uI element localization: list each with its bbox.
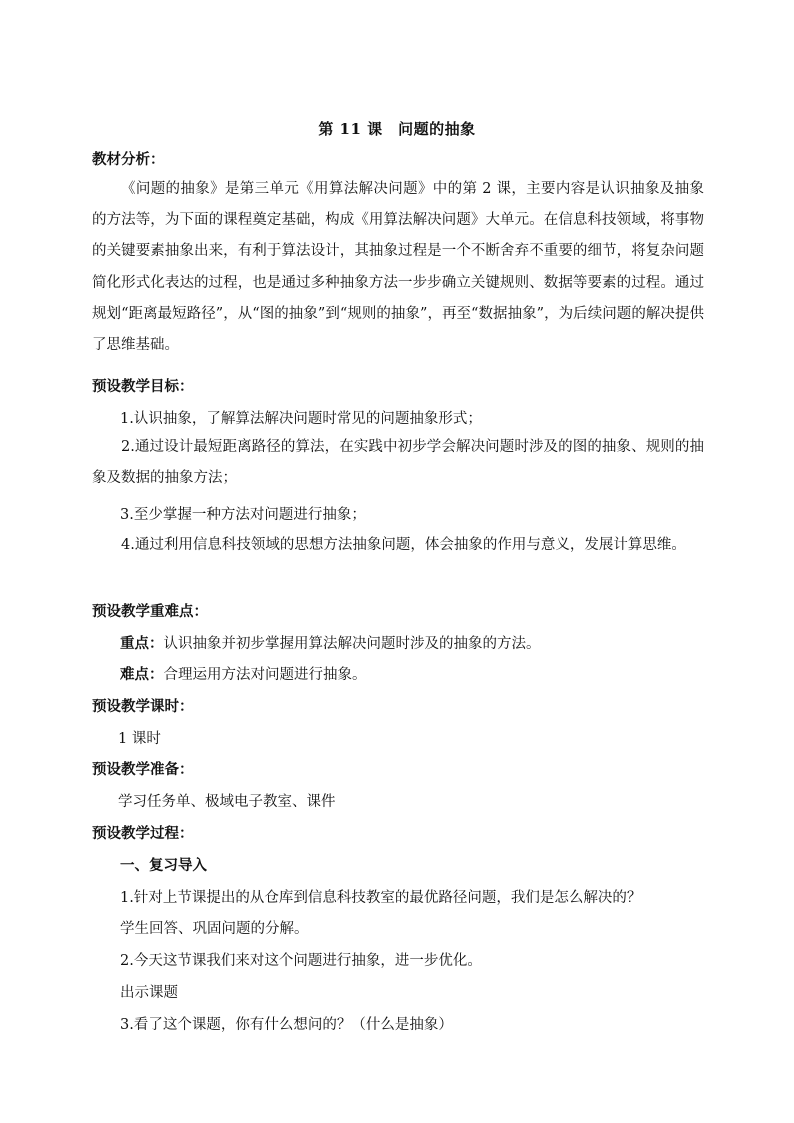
goal-item-4: 4.通过利用信息科技领域的思想方法抽象问题，体会抽象的作用与意义，发展计算思维。 [121,537,686,553]
analysis-paragraph: 《问题的抽象》是第三单元《用算法解决问题》中的第 2 课，主要内容是认识抽象及抽象的方法等，为下面的课程奠定基础，构成《用算法解决问题》大单元。在信息科技领域，将事物的关键要素抽象出来，有利于算法设计，其抽象过程是一个不断舍弃不重要的细节，将复杂问题简化形式化表达的过程，也是通过多种抽象方法一步步确立关键规则、数据等要素的过程。通过规划“距离最短路径”，从“图的抽象”到“规则的抽象”，再至“数据抽象”，为后续问题的解决提供了思维基础。 [92,181,704,354]
process-line-5: 3.看了这个课题，你有什么想问的？（什么是抽象） [120,1017,453,1033]
key-point-line [120,632,541,653]
analysis-heading: 教材分析： [92,151,165,168]
keypoints-heading: 预设教学重难点： [92,603,208,620]
difficult-point-label: 难点： [120,666,164,683]
hours-value: 1 课时 [118,731,161,747]
key-point-label: 重点： [120,635,164,652]
prep-heading: 预设教学准备： [92,761,194,778]
key-point-text: 认识抽象并初步掌握用算法解决问题时涉及的抽象的方法。 [163,636,541,652]
process-line-1: 1.针对上节课提出的从仓库到信息科技教室的最优路径问题，我们是怎么解决的？ [120,890,642,906]
prep-value: 学习任务单、极域电子教室、课件 [118,794,336,810]
goals-heading: 预设教学目标： [92,378,194,395]
process-section-1: 一、复习导入 [120,857,207,874]
process-line-2: 学生回答、巩固问题的分解。 [120,921,309,937]
difficult-point-text: 合理运用方法对问题进行抽象。 [163,667,367,683]
process-line-3: 2.今天这节课我们来对这个问题进行抽象，进一步优化。 [120,953,482,969]
goal-item-2: 2.通过设计最短距离路径的算法，在实践中初步学会解决问题时涉及的图的抽象、规则的抽象及数据的抽象方法； [92,439,704,487]
difficult-point-line [120,663,367,684]
lesson-title: 第 11 课 问题的抽象 [318,120,476,138]
hours-heading: 预设教学课时： [92,698,194,715]
goal-item-1: 1.认识抽象，了解算法解决问题时常见的问题抽象形式； [120,411,482,427]
process-line-4: 出示课题 [120,985,178,1001]
goal-item-3: 3.至少掌握一种方法对问题进行抽象； [120,507,366,523]
process-heading: 预设教学过程： [92,825,194,842]
